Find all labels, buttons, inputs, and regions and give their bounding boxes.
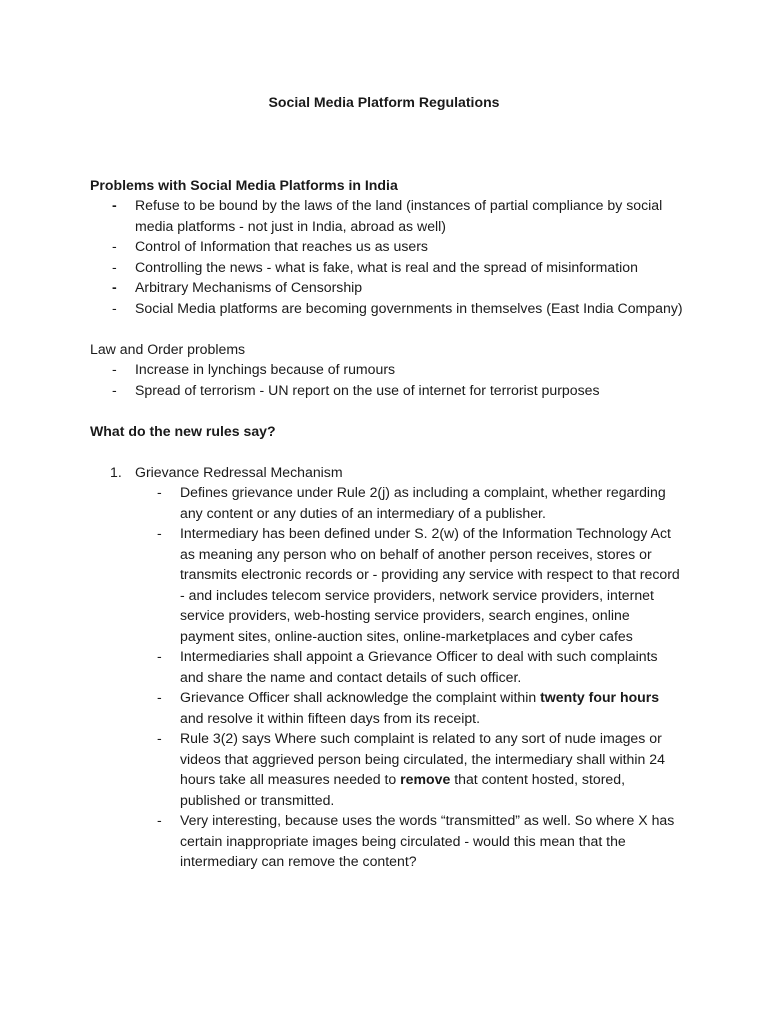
numbered-item-text: Grievance Redressal Mechanism — [135, 463, 343, 480]
list-item — [90, 195, 684, 236]
sub-list-item-text: Defines grievance under Rule 2(j) as including a complaint, whether regarding any content or any duties of an intermediary of a publisher. — [180, 484, 666, 521]
sub-list-item-text — [180, 689, 659, 726]
text-run: that content hosted, stored, published or transmitted. — [180, 771, 626, 808]
sub-list-item-text: Very interesting, because uses the words “transmitted” as well. So where X has certain inappropriate images being circulated - would this mean that the intermediary can remove the content? — [180, 812, 675, 869]
sub-list-item — [135, 523, 684, 646]
law-order-list — [90, 359, 684, 400]
list-item-text: Increase in lynchings because of rumours — [135, 361, 396, 377]
sub-list-item — [135, 728, 684, 810]
text-run: Rule 3(2) says Where such complaint is related to any sort of nude images or videos that aggrieved person being circulated, the intermediary shall within 24 hours take all measures needed to — [180, 730, 665, 787]
spacer — [90, 400, 684, 421]
section-heading-problems: Problems with Social Media Platforms in India — [90, 176, 398, 193]
bullet-dash: - — [112, 197, 117, 213]
spacer — [90, 441, 684, 462]
bullet-dash: - — [157, 689, 162, 705]
list-item — [90, 236, 684, 257]
problems-list — [90, 195, 684, 318]
list-item-text: Social Media platforms are becoming governments in themselves (East India Company) — [135, 299, 683, 316]
bullet-dash: - — [112, 279, 117, 295]
bullet-dash: - — [112, 258, 117, 275]
spacer — [90, 113, 684, 175]
bullet-dash: - — [157, 525, 162, 541]
bold-text: remove — [400, 771, 451, 787]
document-title: Social Media Platform Regulations — [268, 94, 500, 110]
section-heading-law-order: Law and Order problems — [90, 340, 246, 357]
list-item-text: Arbitrary Mechanisms of Censorship — [135, 279, 363, 295]
sub-list-item — [135, 646, 684, 687]
sub-list-item-text: Intermediaries shall appoint a Grievance Officer to deal with such complaints and share the name and contact details of such officer. — [180, 648, 658, 685]
bullet-dash: - — [157, 812, 162, 828]
text-run: Grievance Officer shall acknowledge the complaint within — [180, 689, 541, 705]
list-item-text: Refuse to be bound by the laws of the land (instances of partial compliance by social media platforms - not just in India, abroad as well) — [135, 197, 663, 234]
list-item — [90, 298, 684, 319]
sub-list-item — [135, 687, 684, 728]
list-item — [90, 359, 684, 380]
sub-list-item-text — [180, 730, 665, 808]
spacer — [90, 318, 684, 339]
bullet-dash: - — [157, 730, 162, 746]
bold-text: twenty four hours — [540, 689, 660, 705]
section-heading-new-rules: What do the new rules say? — [90, 422, 276, 439]
bullet-dash: - — [112, 238, 117, 254]
numbered-item — [90, 462, 684, 872]
list-item-text: Control of Information that reaches us as users — [135, 238, 428, 254]
sub-list-item — [135, 810, 684, 872]
bullet-dash: - — [112, 299, 117, 316]
sub-list-item-text: Intermediary has been defined under S. 2(w) of the Information Technology Act as meaning any person who on behalf of another person receives, stores or transmits electronic records or - providing any service with respect to that record - and includes telecom service providers, network service providers, internet service providers, web-hosting service providers, search engines, online payment sites, online-auction sites, online-marketplaces and cyber cafes — [180, 525, 680, 644]
list-item-text: Spread of terrorism - UN report on the use of internet for terrorist purposes — [135, 381, 600, 398]
sub-list-item — [135, 482, 684, 523]
list-item-text: Controlling the news - what is fake, what is real and the spread of misinformation — [135, 258, 638, 275]
bullet-dash: - — [112, 361, 117, 377]
item-number: 1. — [110, 463, 122, 480]
bullet-dash: - — [157, 648, 162, 664]
list-item — [90, 277, 684, 298]
bullet-dash: - — [112, 381, 117, 398]
rules-list — [90, 462, 684, 872]
text-run: and resolve it within fifteen days from its receipt. — [180, 709, 481, 726]
list-item — [90, 257, 684, 278]
bullet-dash: - — [157, 484, 162, 500]
grievance-sublist — [135, 482, 684, 872]
list-item — [90, 380, 684, 401]
